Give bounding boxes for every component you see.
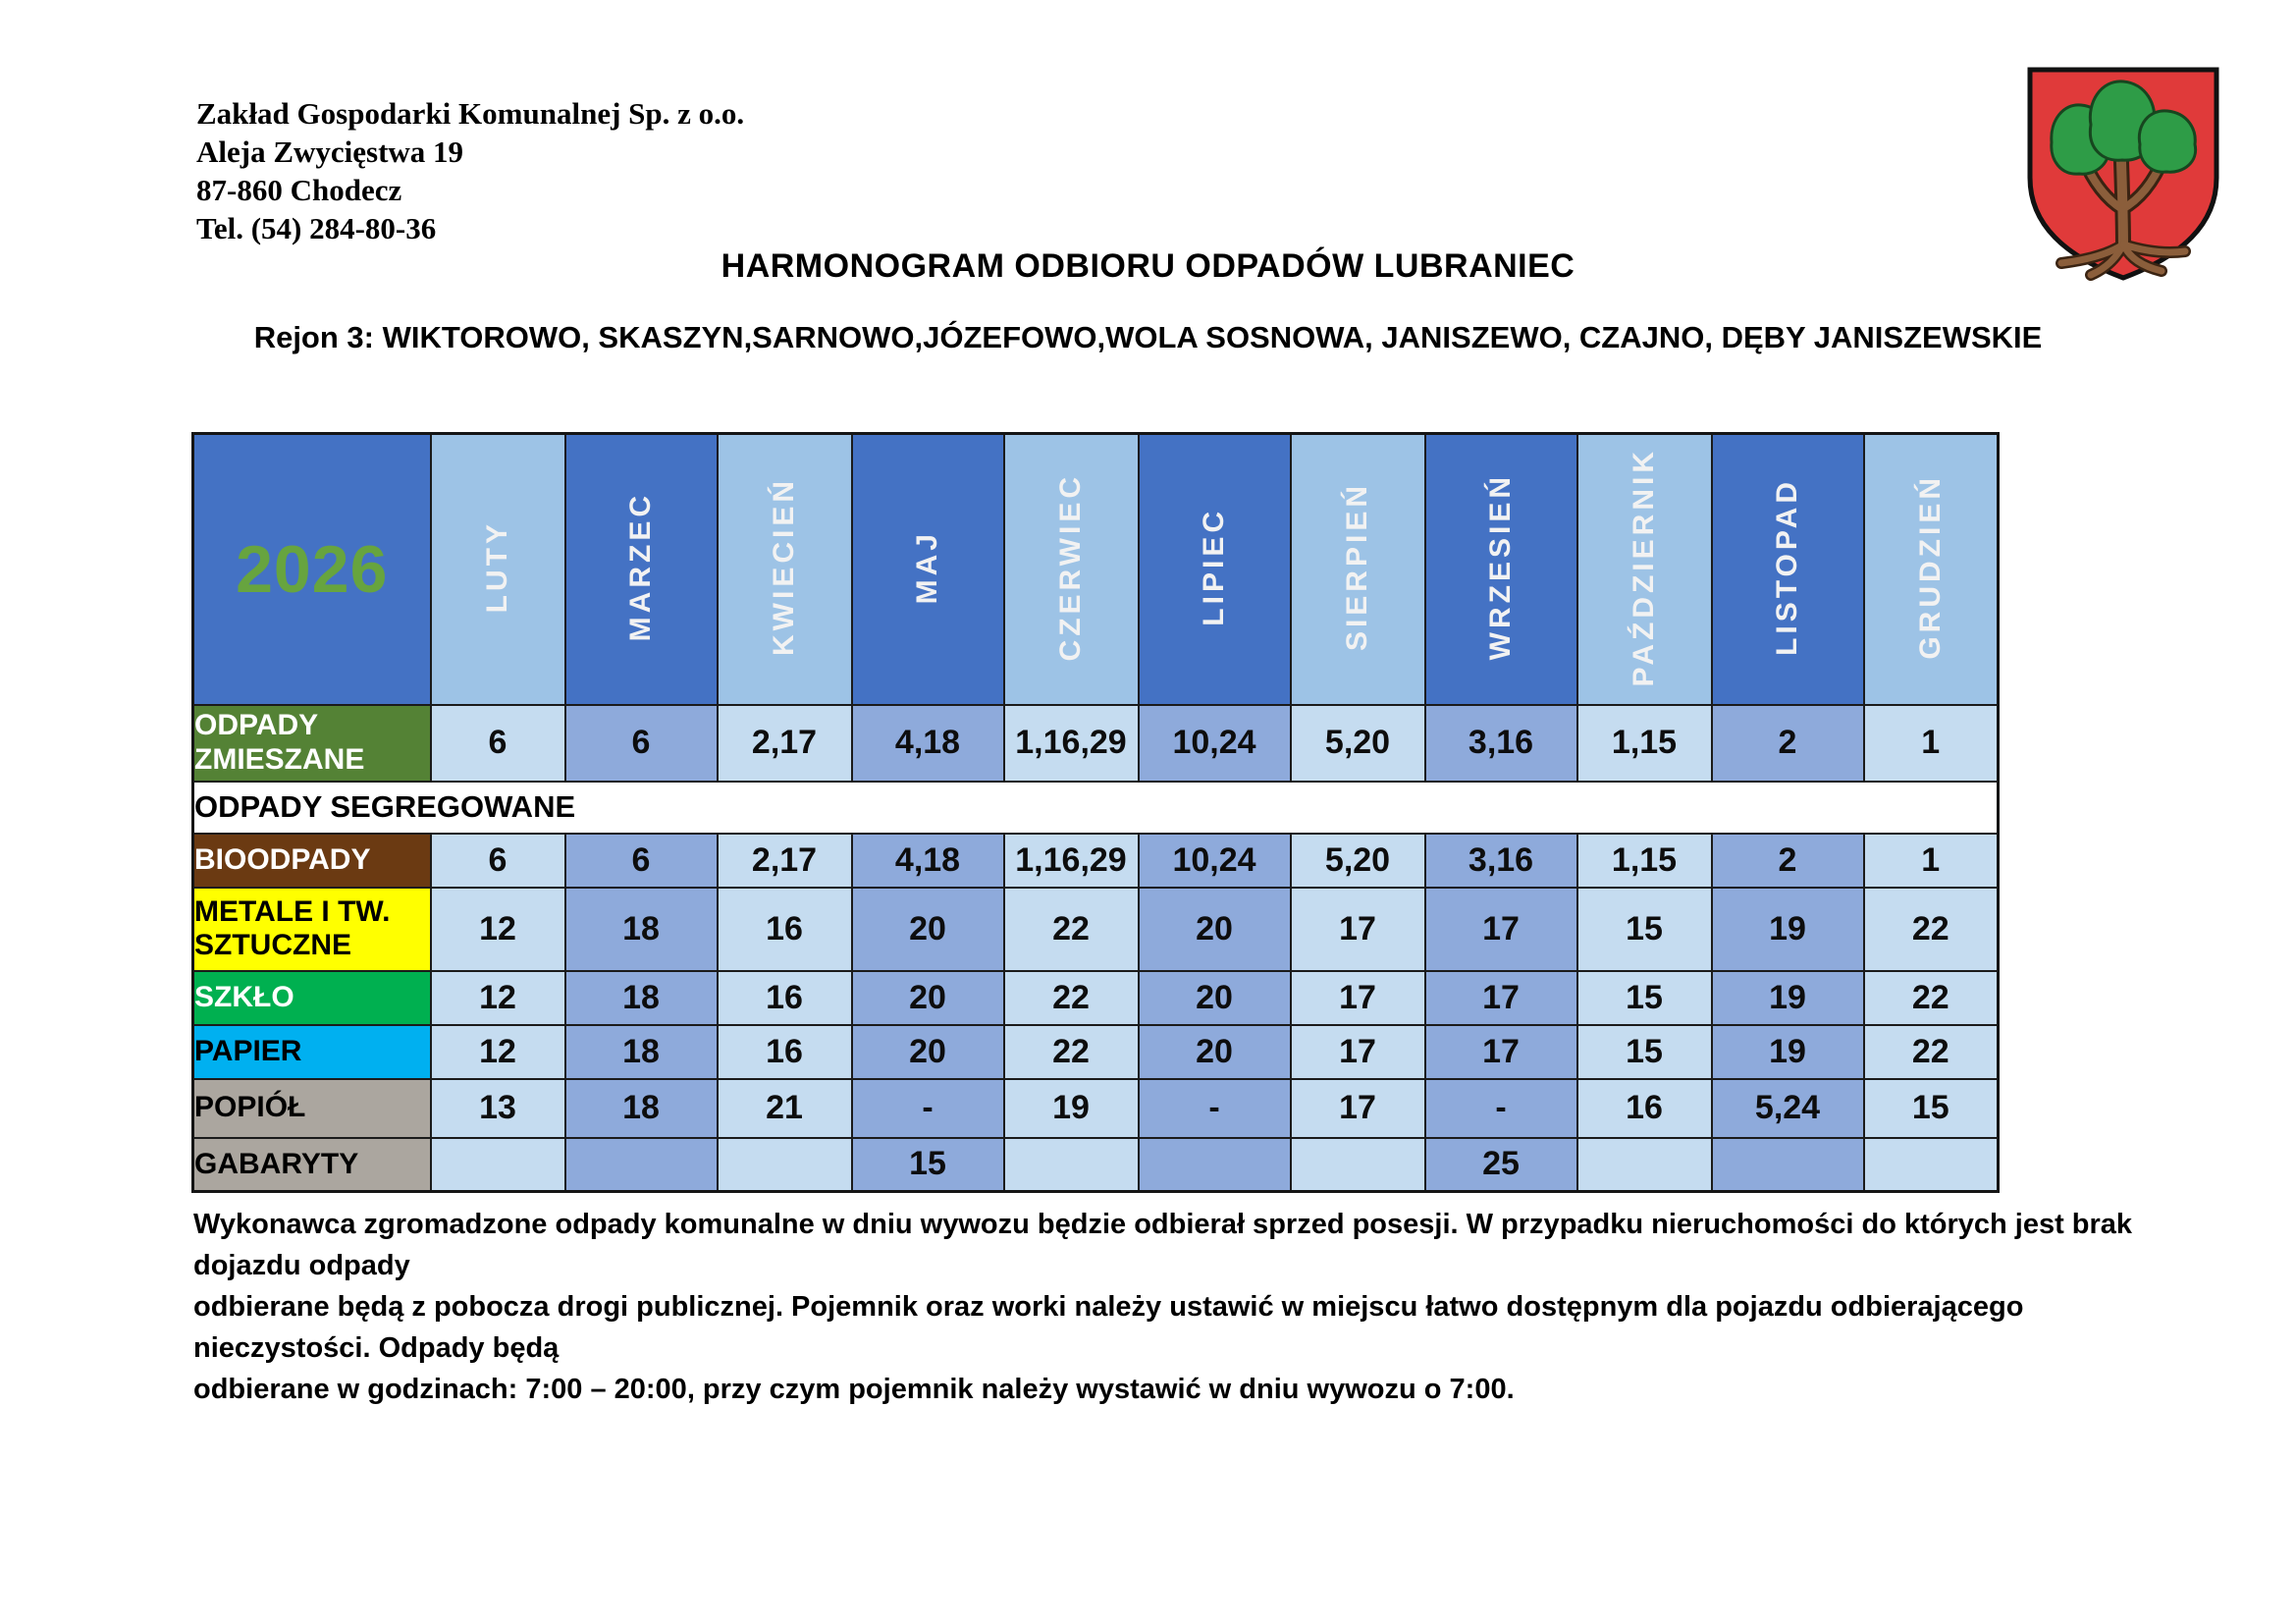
table-row: [193, 888, 1999, 971]
schedule-cell: -: [1425, 1079, 1577, 1138]
month-header-cell: [852, 434, 1004, 705]
row-label: SZKŁO: [193, 971, 431, 1025]
footer-line: odbierane w godzinach: 7:00 – 20:00, przy czym pojemnik należy wystawić w dniu wywozu o 7:00.: [193, 1374, 1515, 1405]
schedule-cell: 6: [565, 705, 718, 782]
schedule-cell: [565, 1138, 718, 1192]
schedule-cell: 15: [1577, 971, 1712, 1025]
month-label: CZERWIEC: [1054, 472, 1087, 661]
footer-note: [193, 1204, 2147, 1410]
schedule-cell: 20: [852, 971, 1004, 1025]
schedule-cell: [1864, 1138, 1999, 1192]
schedule-cell: 22: [1864, 888, 1999, 971]
schedule-cell: 15: [852, 1138, 1004, 1192]
schedule-cell: 25: [1425, 1138, 1577, 1192]
month-label: KWIECIEŃ: [768, 477, 800, 657]
month-label: GRUDZIEŃ: [1913, 473, 1947, 660]
schedule-cell: 5,24: [1712, 1079, 1864, 1138]
schedule-table: [191, 432, 2000, 1193]
row-label: ODPADY ZMIESZANE: [193, 705, 431, 782]
schedule-cell: 18: [565, 1025, 718, 1079]
table-row: [193, 834, 1999, 888]
region-subtitle: Rejon 3: WIKTOROWO, SKASZYN,SARNOWO,JÓZEFOWO,WOLA SOSNOWA, JANISZEWO, CZAJNO, DĘBY JANISZEWSKIE: [253, 320, 2043, 354]
table-row: [193, 1079, 1999, 1138]
schedule-cell: 18: [565, 1079, 718, 1138]
month-header-cell: [1425, 434, 1577, 705]
schedule-cell: 5,20: [1291, 705, 1425, 782]
month-label: PAŹDZIERNIK: [1628, 447, 1660, 686]
schedule-cell: 20: [1139, 1025, 1291, 1079]
schedule-cell: 2: [1712, 705, 1864, 782]
schedule-cell: 5,20: [1291, 834, 1425, 888]
schedule-cell: 3,16: [1425, 705, 1577, 782]
month-header-cell: [431, 434, 565, 705]
schedule-cell: 6: [431, 834, 565, 888]
month-label: SIERPIEŃ: [1341, 482, 1373, 652]
schedule-cell: 13: [431, 1079, 565, 1138]
schedule-cell: 16: [718, 888, 852, 971]
company-phone: Tel. (54) 284-80-36: [196, 211, 437, 245]
schedule-cell: 4,18: [852, 705, 1004, 782]
schedule-cell: 6: [565, 834, 718, 888]
month-header-cell: [1004, 434, 1139, 705]
row-label: BIOODPADY: [193, 834, 431, 888]
year-cell: 2026: [193, 434, 431, 705]
company-info: [196, 94, 744, 247]
schedule-cell: [1004, 1138, 1139, 1192]
schedule-cell: 6: [431, 705, 565, 782]
row-label: METALE I TW. SZTUCZNE: [193, 888, 431, 971]
schedule-cell: 1: [1864, 705, 1999, 782]
schedule-cell: [718, 1138, 852, 1192]
schedule-cell: 19: [1004, 1079, 1139, 1138]
schedule-cell: 12: [431, 971, 565, 1025]
crest-right-crown: [2139, 111, 2195, 172]
schedule-cell: 20: [852, 888, 1004, 971]
schedule-cell: 2,17: [718, 834, 852, 888]
schedule-cell: 1,16,29: [1004, 705, 1139, 782]
schedule-cell: 22: [1004, 971, 1139, 1025]
schedule-cell: 17: [1291, 971, 1425, 1025]
row-label: ODPADY SEGREGOWANE: [193, 782, 1999, 834]
schedule-cell: 20: [852, 1025, 1004, 1079]
schedule-cell: 2,17: [718, 705, 852, 782]
schedule-cell: 17: [1425, 971, 1577, 1025]
schedule-cell: 15: [1577, 888, 1712, 971]
schedule-cell: 22: [1864, 971, 1999, 1025]
schedule-cell: 1,16,29: [1004, 834, 1139, 888]
schedule-cell: 22: [1004, 888, 1139, 971]
schedule-cell: 16: [718, 1025, 852, 1079]
schedule-cell: -: [1139, 1079, 1291, 1138]
schedule-cell: 18: [565, 888, 718, 971]
schedule-cell: 1,15: [1577, 834, 1712, 888]
company-address-street: Aleja Zwycięstwa 19: [196, 135, 464, 169]
month-header-cell: [718, 434, 852, 705]
company-name: Zakład Gospodarki Komunalnej Sp. z o.o.: [196, 96, 745, 131]
schedule-cell: 12: [431, 888, 565, 971]
month-label: LIPIEC: [1198, 507, 1230, 626]
schedule-cell: 22: [1864, 1025, 1999, 1079]
month-header-cell: [1577, 434, 1712, 705]
footer-line: odbierane będą z pobocza drogi publicznej. Pojemnik oraz worki należy ustawić w miejscu łatwo dostępnym dla pojazdu odbierającego nieczystości. Odpady będą: [193, 1291, 2024, 1364]
schedule-cell: 1: [1864, 834, 1999, 888]
table-row: [193, 1025, 1999, 1079]
footer-line: Wykonawca zgromadzone odpady komunalne w dniu wywozu będzie odbierał sprzed posesji. W przypadku nieruchomości do których jest brak dojazdu odpady: [193, 1209, 2133, 1281]
schedule-cell: 10,24: [1139, 705, 1291, 782]
month-header-cell: [1291, 434, 1425, 705]
month-header-cell: [1864, 434, 1999, 705]
schedule-cell: [1291, 1138, 1425, 1192]
schedule-cell: 2: [1712, 834, 1864, 888]
table-row: [193, 971, 1999, 1025]
schedule-cell: 18: [565, 971, 718, 1025]
schedule-cell: 17: [1291, 1079, 1425, 1138]
table-row: [193, 782, 1999, 834]
schedule-cell: 16: [1577, 1079, 1712, 1138]
month-header-cell: [565, 434, 718, 705]
row-label: POPIÓŁ: [193, 1079, 431, 1138]
schedule-cell: 22: [1004, 1025, 1139, 1079]
table-row: [193, 705, 1999, 782]
schedule-cell: 19: [1712, 1025, 1864, 1079]
schedule-cell: 15: [1577, 1025, 1712, 1079]
table-row: [193, 1138, 1999, 1192]
company-address-city: 87-860 Chodecz: [196, 173, 402, 207]
schedule-cell: [431, 1138, 565, 1192]
document-title: HARMONOGRAM ODBIORU ODPADÓW LUBRANIEC: [721, 247, 1575, 285]
schedule-cell: 17: [1291, 1025, 1425, 1079]
month-label: LISTOPAD: [1771, 477, 1803, 656]
schedule-cell: [1139, 1138, 1291, 1192]
schedule-cell: 21: [718, 1079, 852, 1138]
schedule-cell: 20: [1139, 888, 1291, 971]
schedule-cell: 12: [431, 1025, 565, 1079]
schedule-cell: 10,24: [1139, 834, 1291, 888]
schedule-cell: [1577, 1138, 1712, 1192]
month-header-cell: [1712, 434, 1864, 705]
month-label: WRZESIEŃ: [1484, 473, 1517, 661]
table-header-row: [193, 434, 1999, 705]
month-label: LUTY: [481, 520, 513, 614]
schedule-cell: 16: [718, 971, 852, 1025]
schedule-cell: 4,18: [852, 834, 1004, 888]
schedule-cell: 17: [1425, 888, 1577, 971]
schedule-cell: 17: [1291, 888, 1425, 971]
row-label: GABARYTY: [193, 1138, 431, 1192]
month-label: MAJ: [911, 529, 943, 604]
schedule-cell: 3,16: [1425, 834, 1577, 888]
schedule-cell: 15: [1864, 1079, 1999, 1138]
schedule-cell: 19: [1712, 971, 1864, 1025]
row-label: PAPIER: [193, 1025, 431, 1079]
schedule-cell: 1,15: [1577, 705, 1712, 782]
schedule-cell: 20: [1139, 971, 1291, 1025]
schedule-cell: 17: [1425, 1025, 1577, 1079]
schedule-cell: -: [852, 1079, 1004, 1138]
schedule-cell: [1712, 1138, 1864, 1192]
month-header-cell: [1139, 434, 1291, 705]
month-label: MARZEC: [624, 492, 657, 642]
schedule-cell: 19: [1712, 888, 1864, 971]
